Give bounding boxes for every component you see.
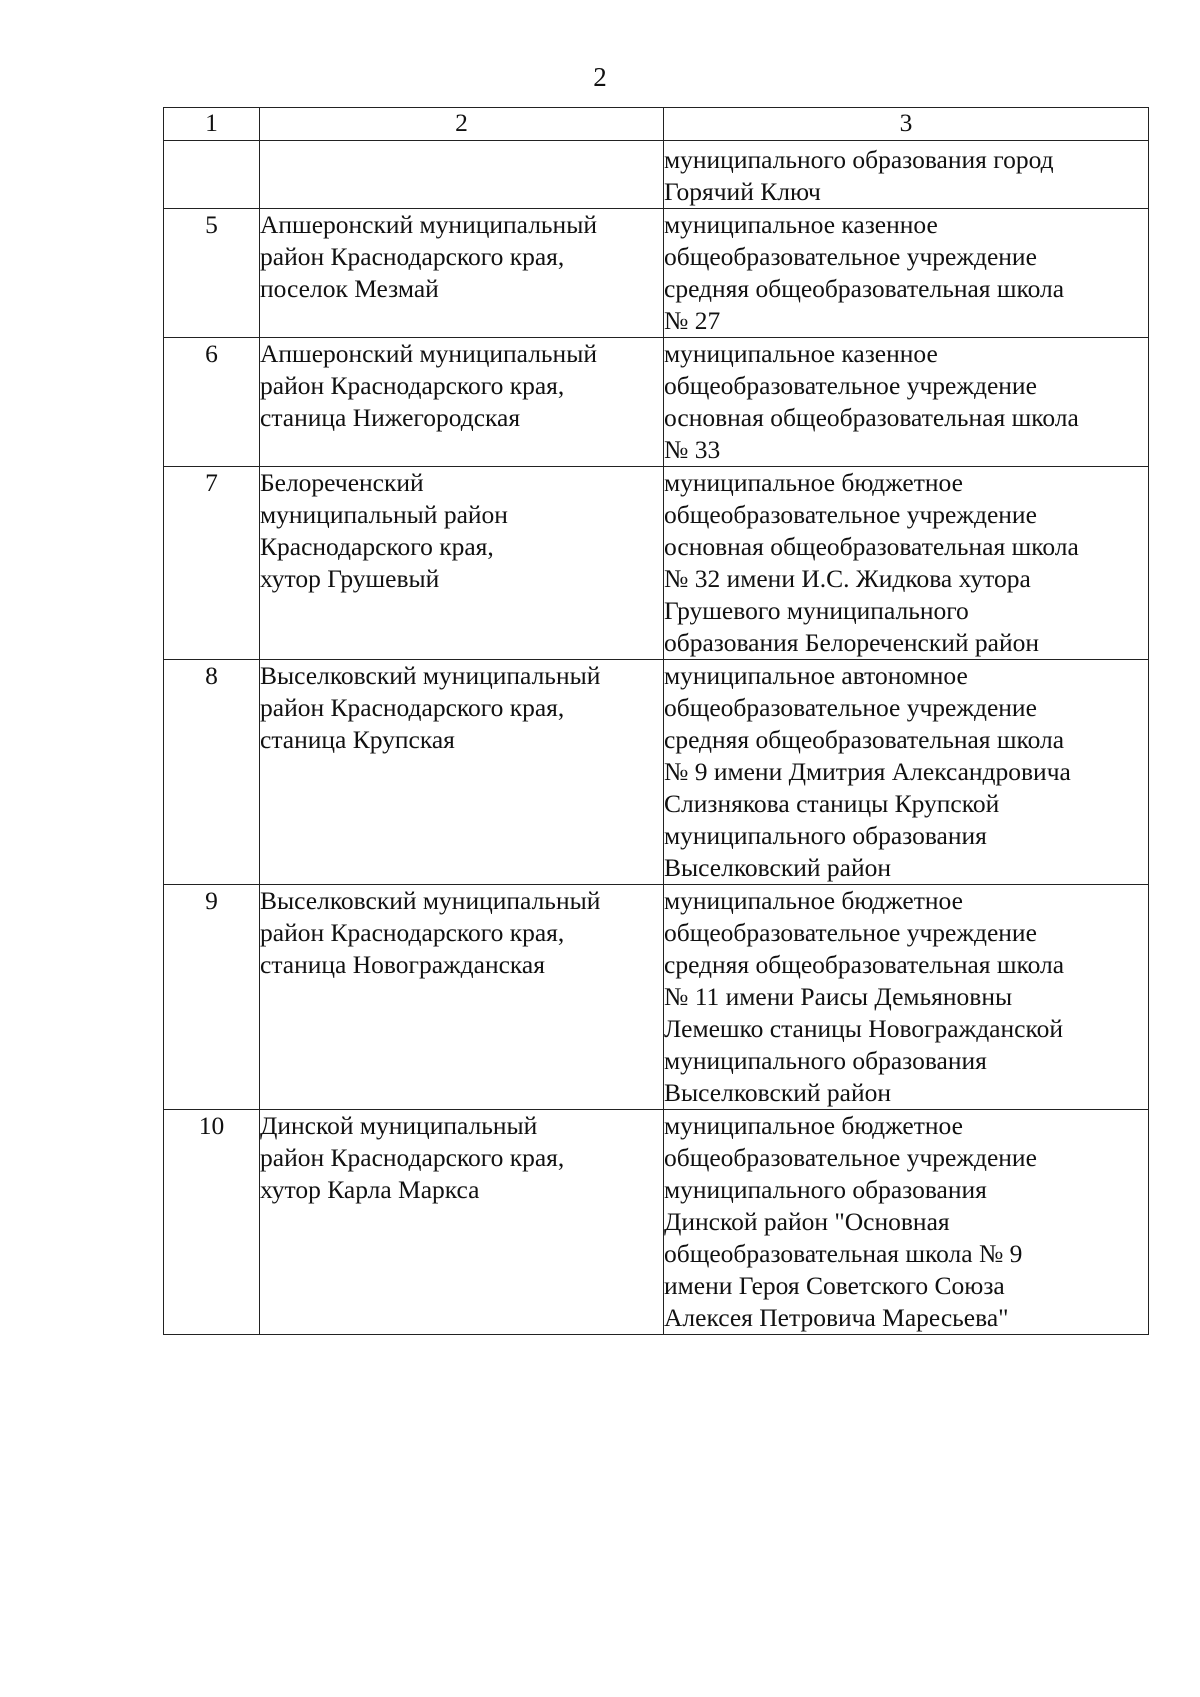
school-line: муниципальное бюджетное	[664, 1111, 963, 1140]
table-row-continuation	[164, 141, 1149, 209]
school-cell	[664, 141, 1149, 209]
school-line: общеобразовательное учреждение	[664, 500, 1037, 529]
school-line: общеобразовательное учреждение	[664, 242, 1037, 271]
table-row	[164, 209, 1149, 338]
school-cell	[664, 885, 1149, 1110]
table-row	[164, 660, 1149, 885]
column-header-3: 3	[664, 108, 1149, 141]
school-line: № 9 имени Дмитрия Александровича	[664, 757, 1071, 786]
school-cell	[664, 209, 1149, 338]
table-row	[164, 1110, 1149, 1335]
school-line: муниципальное казенное	[664, 339, 938, 368]
school-line: Динской район "Основная	[664, 1207, 950, 1236]
school-line: муниципальное бюджетное	[664, 886, 963, 915]
row-number: 10	[164, 1110, 260, 1335]
school-line: общеобразовательное учреждение	[664, 1143, 1037, 1172]
school-line: основная общеобразовательная школа	[664, 532, 1079, 561]
school-line: муниципальное казенное	[664, 210, 938, 239]
area-line: район Краснодарского края,	[260, 242, 565, 271]
row-number: 6	[164, 338, 260, 467]
area-line: хутор Грушевый	[260, 564, 440, 593]
school-line: Алексея Петровича Маресьева"	[664, 1303, 1009, 1332]
area-line: станица Нижегородская	[260, 403, 521, 432]
school-line: муниципального образования	[664, 1175, 987, 1204]
area-cell	[260, 660, 664, 885]
area-line: Апшеронский муниципальный	[260, 210, 597, 239]
row-number: 5	[164, 209, 260, 338]
area-line: Динской муниципальный	[260, 1111, 538, 1140]
school-line: муниципального образования город	[664, 145, 1054, 174]
school-line: общеобразовательное учреждение	[664, 918, 1037, 947]
school-line: основная общеобразовательная школа	[664, 403, 1079, 432]
column-header-1: 1	[164, 108, 260, 141]
school-line: муниципального образования	[664, 821, 987, 850]
row-number: 9	[164, 885, 260, 1110]
school-line: средняя общеобразовательная школа	[664, 950, 1065, 979]
area-line: хутор Карла Маркса	[260, 1175, 480, 1204]
area-line: район Краснодарского края,	[260, 693, 565, 722]
table-body	[164, 141, 1149, 1335]
school-line: муниципальное бюджетное	[664, 468, 963, 497]
school-line: № 27	[664, 306, 721, 335]
row-number: 7	[164, 467, 260, 660]
area-line: муниципальный район	[260, 500, 508, 529]
school-line: № 33	[664, 435, 721, 464]
area-line: район Краснодарского края,	[260, 371, 565, 400]
area-line: Выселковский муниципальный	[260, 886, 601, 915]
school-line: Выселковский район	[664, 1078, 892, 1107]
school-cell	[664, 338, 1149, 467]
school-line: образования Белореченский район	[664, 628, 1040, 657]
school-line: муниципальное автономное	[664, 661, 968, 690]
school-line: имени Героя Советского Союза	[664, 1271, 1005, 1300]
school-line: Грушевого муниципального	[664, 596, 969, 625]
area-line: Апшеронский муниципальный	[260, 339, 597, 368]
school-line: Лемешко станицы Новогражданской	[664, 1014, 1063, 1043]
school-cell	[664, 467, 1149, 660]
area-cell	[260, 1110, 664, 1335]
page-number: 2	[593, 62, 607, 92]
schools-table	[163, 107, 1149, 1335]
school-line: № 11 имени Раисы Демьяновны	[664, 982, 1013, 1011]
school-cell	[664, 660, 1149, 885]
column-header-2: 2	[260, 108, 664, 141]
school-cell	[664, 1110, 1149, 1335]
school-line: Выселковский район	[664, 853, 892, 882]
table-row	[164, 467, 1149, 660]
area-cell	[260, 209, 664, 338]
school-line: муниципального образования	[664, 1046, 987, 1075]
school-line: общеобразовательное учреждение	[664, 371, 1037, 400]
area-line: станица Новогражданская	[260, 950, 545, 979]
area-line: станица Крупская	[260, 725, 455, 754]
row-number	[164, 141, 260, 209]
row-number: 8	[164, 660, 260, 885]
school-line: общеобразовательная школа № 9	[664, 1239, 1023, 1268]
area-cell	[260, 885, 664, 1110]
area-line: район Краснодарского края,	[260, 918, 565, 947]
table-header-row	[164, 108, 1149, 141]
table-row	[164, 885, 1149, 1110]
area-cell	[260, 141, 664, 209]
table-row	[164, 338, 1149, 467]
area-cell	[260, 338, 664, 467]
area-line: Белореченский	[260, 468, 424, 497]
school-line: № 32 имени И.С. Жидкова хутора	[664, 564, 1031, 593]
area-line: поселок Мезмай	[260, 274, 439, 303]
school-line: средняя общеобразовательная школа	[664, 274, 1065, 303]
area-line: Краснодарского края,	[260, 532, 494, 561]
area-cell	[260, 467, 664, 660]
school-line: Горячий Ключ	[664, 177, 821, 206]
school-line: средняя общеобразовательная школа	[664, 725, 1065, 754]
area-line: Выселковский муниципальный	[260, 661, 601, 690]
school-line: общеобразовательное учреждение	[664, 693, 1037, 722]
school-line: Слизнякова станицы Крупской	[664, 789, 1000, 818]
area-line: район Краснодарского края,	[260, 1143, 565, 1172]
